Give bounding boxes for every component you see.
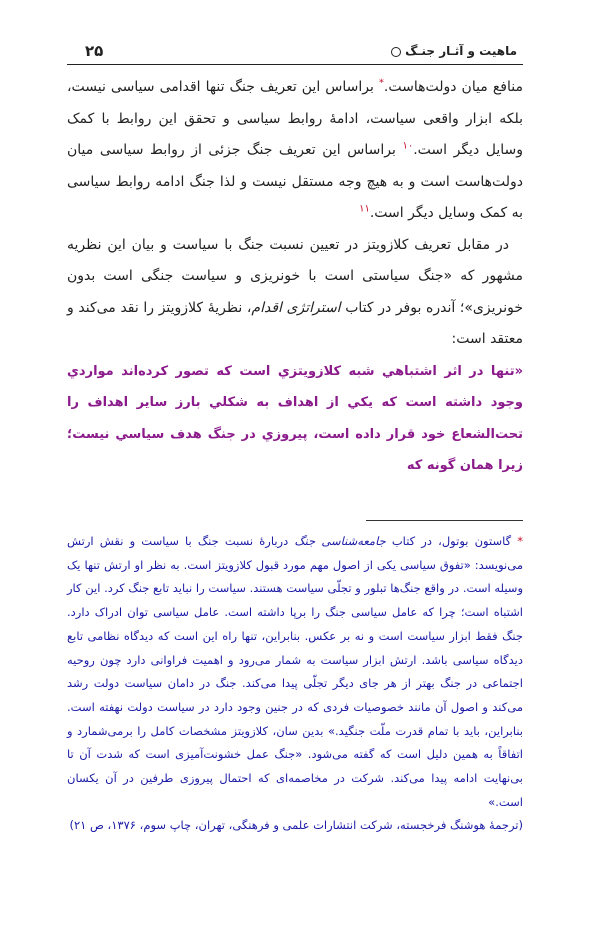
footnote-book-title: جامعه‌شناسی جنگ [294, 534, 386, 548]
footnote-rule [366, 520, 523, 521]
header-rule [67, 64, 523, 65]
footnote [67, 530, 523, 838]
main-text [67, 72, 523, 482]
footnote-mark-11[interactable]: ۱۱ [359, 203, 370, 215]
circle-icon [391, 47, 401, 57]
page-number: ۲۵ [85, 42, 104, 60]
para2-text-a: در مقابل تعریف کلازویتز در تعیین نسبت جنگ با سیاست و بیان این نظریه مشهور که «جنگ سیاستی است با خونریزی و سیاست جنگی است بدون خونریزی»؛ آندره بوفر در کتاب [67, 236, 523, 316]
footnote-star: * [517, 534, 523, 548]
footnote-text-a: گاستون بوتول، در کتاب [391, 534, 512, 548]
footnote-mark-10[interactable]: ۱۰ [402, 140, 414, 152]
para1-text-b: براساس این تعریف جنگ تنها اقدامی سیاسی نیست، بلکه ابزار واقعی سیاست، ادامهٔ روابط سیاسی و تحقق این روابط با کمک وسایل دیگر است. [67, 79, 524, 158]
running-title-text: ماهیت و آثـار جنـگ [405, 44, 517, 58]
paragraph-1 [67, 72, 523, 230]
footnote-text-b: دربارهٔ نسبت جنگ با سیاست و نقش ارتش می‌نویسد: «تفوق سیاسی یکی از اصول مهم مورد قبول کلازویتز است. به نظر او ارتش تنها یک وسیله است. در واقع جنگ‌ها تبلور و تجلّی سیاست هستند. سیاست را نباید تابع جنگ کرد. این کار اشتباه است؛ چرا که عامل سیاسی جنگ را برپا داشته است. عامل سیاسی توان ادراک دارد. جنگ فقط ابزار سیاست است و نه بر عکس. بنابراین، تنها راه این است که دیدگاه نظامی تابع دیدگاه سیاسی باشد. ارتش ابزار سیاست به شمار می‌رود و اهمیت فراوانی دارد چون روحیه اجتماعی در جنگ بهتر از هر جای دیگر تجلّی پیدا می‌کند. جنگ در دامان سیاست دولت رشد می‌کند و اصول آن مانند خصوصیات فردی که در جنین وجود دارد در سیاست دولت نهفته است. بنابراین، باید با تمام قدرت ملّت جنگید.» بدین سان، کلازویتز مشخصات کامل را برمی‌شمارد و اتفاقاً به همین دلیل است که گفته می‌شود. «جنگ عمل خشونت‌آمیزی است که شدت آن تا بی‌نهایت ادامه پیدا می‌کند. شرکت در مخاصمه‌ای که احتمال پیروزی طرفین در آن یکسان است.» [67, 534, 523, 809]
para2-text-b: ، نظریهٔ کلازویتز را نقد می‌کند و معتقد است: [67, 299, 523, 347]
footnote-mark-star[interactable]: * [378, 77, 384, 89]
footnote-source: (ترجمهٔ هوشنگ فرخجسته، شرکت انتشارات علمی و فرهنگی، تهران، چاپ سوم، ۱۳۷۶، ص ۲۱) [69, 818, 523, 833]
book-title: استراتژی اقدام [251, 299, 341, 316]
para1-text-c: براساس این تعریف جنگ جزئی از روابط سیاسی میان دولت‌هاست است و به هیچ وجه مستقل نیست و لذا جنگ ادامه روابط سیاسی به کمک وسایل دیگر است. [67, 142, 523, 221]
paragraph-2 [67, 230, 523, 356]
block-quote: «تنها در اثر اشتباهي شبه كلازويتزي است كه تصور كرده‌اند مواردي وجود داشته است كه يكي از اهداف به شكلي بارز ساير اهداف را تحت‌الشعاع خود قرار داده است، پيروزي در جنگ هدف سياسي نيست؛ زيرا همان گونه كه [67, 363, 523, 473]
page-header [67, 42, 517, 66]
para1-text-a: منافع میان دولت‌هاست. [383, 79, 523, 95]
running-title [391, 44, 517, 58]
